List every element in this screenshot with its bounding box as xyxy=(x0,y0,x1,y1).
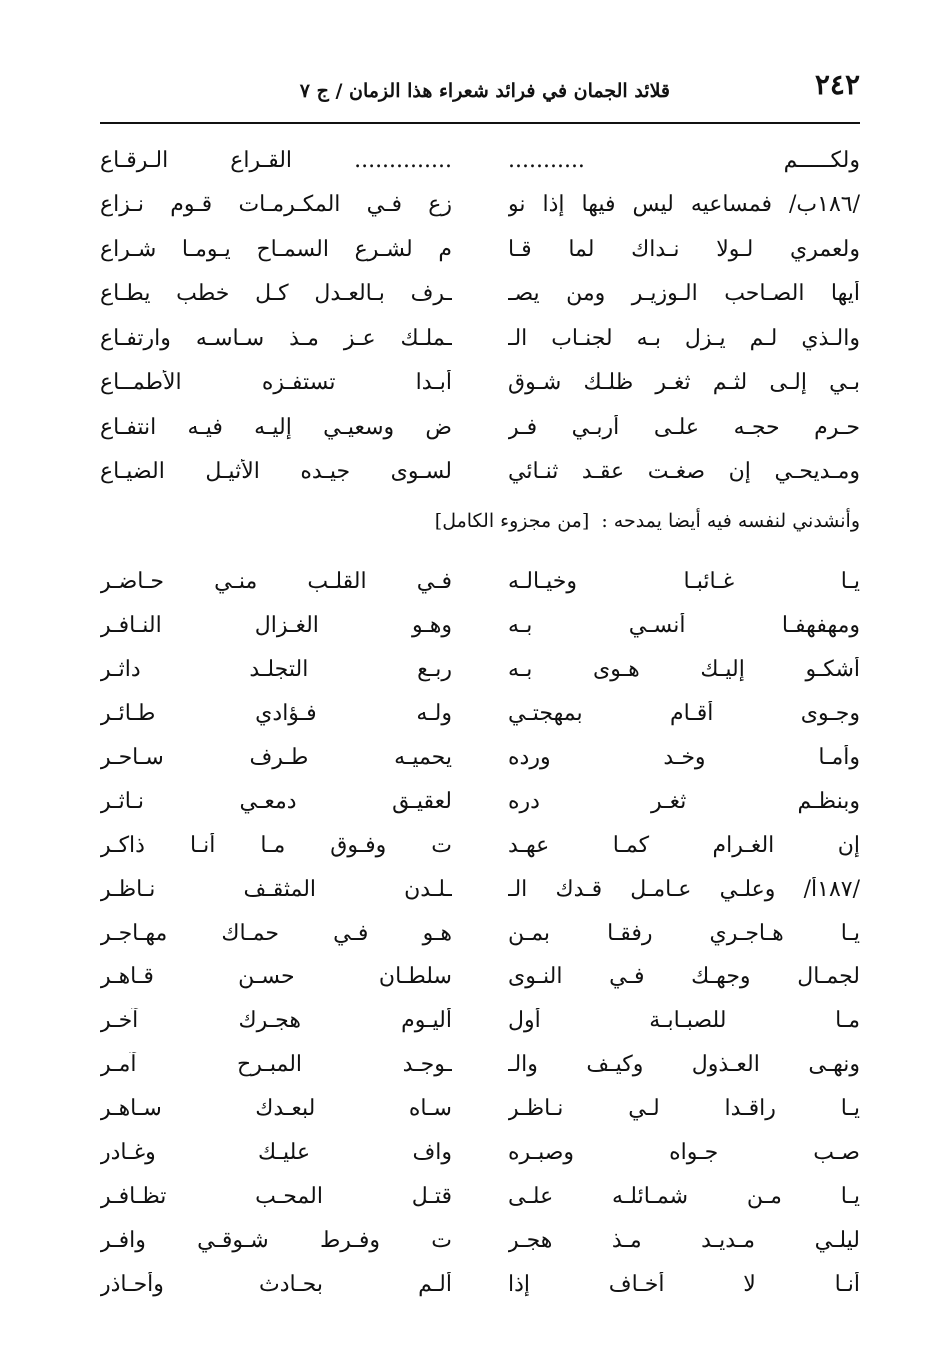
verse xyxy=(100,955,860,999)
second-hemistich: ت وفـوق مـا أنـا ذاكـر xyxy=(100,832,452,858)
first-hemistich: ولعمري لـولا نـداك لما قـا xyxy=(508,236,860,262)
second-hemistich: ـوجـد المبـرح آمـر xyxy=(100,1052,452,1078)
first-hemistich: والـذي لـم يـزل بـه لجنـاب الـ xyxy=(508,325,860,351)
page-number: ٢٤٢ xyxy=(814,68,860,101)
second-hemistich: ـلـدن المثقـف نـاظـر xyxy=(100,876,452,902)
second-hemistich: أليـوم هجـرك آخـر xyxy=(100,1008,452,1034)
first-hemistich: حـرم حجـه علـى أربـي فـر xyxy=(508,414,860,440)
first-hemistich: /١٨٦ب/ فمساعيه ليس فيها إذا نو xyxy=(508,192,860,218)
second-hemistich: .............. القـراع الـرقـاع xyxy=(100,147,452,173)
second-hemistich: فـي القلـب منـي حـاضـر xyxy=(100,569,452,595)
first-hemistich: صـب جـواه وصبـره xyxy=(508,1140,860,1166)
second-hemistich: قتـل المحـب تظـافـر xyxy=(100,1183,452,1209)
second-hemistich: سلطـان حسـن قـاهـر xyxy=(100,964,452,990)
verse xyxy=(100,361,860,406)
first-hemistich: أشكـو إليـك هـوى بـه xyxy=(508,657,860,683)
second-hemistich: لسـوى جيـده الأثيـل الضيـاع xyxy=(100,459,452,485)
first-hemistich: وجـوى أقـام بمهجتـي xyxy=(508,701,860,727)
verse xyxy=(100,648,860,692)
first-hemistich: ولكـــــم ........... xyxy=(508,147,860,173)
first-hemistich: بـي إلـى لثـم ثغـر ظلـك شـوق xyxy=(508,370,860,396)
second-hemistich: ربـع التجلـد داثـر xyxy=(100,657,452,683)
verse xyxy=(100,183,860,228)
first-hemistich: يـا هـاجـري رفقـا بمـن xyxy=(508,920,860,946)
verse xyxy=(100,1043,860,1087)
meter-label: [من مجزوء الكامل] xyxy=(434,510,590,532)
verse xyxy=(100,823,860,867)
intro-text: وأنشدني لنفسه فيه أيضا يمدحه : xyxy=(601,510,860,532)
poem-first xyxy=(100,138,860,494)
first-hemistich: مـا للصبـابـة أول xyxy=(508,1008,860,1034)
first-hemistich: إن الغـرام كمـا عهـد xyxy=(508,832,860,858)
verse xyxy=(100,560,860,604)
second-hemistich: ض وسعيـي إليـه فيـه انتفـاع xyxy=(100,414,452,440)
second-hemistich: م لشـرع السمـاح يـومـا شـراع xyxy=(100,236,452,262)
second-hemistich: لعقيـق دمعـي نـاثـر xyxy=(100,788,452,814)
verse xyxy=(100,604,860,648)
first-hemistich: /١٨٧أ/ وعلـي عـامـل قـدك الـ xyxy=(508,876,860,902)
first-hemistich: ليلـي مـديـد مـذ هجـر xyxy=(508,1227,860,1253)
running-title: قلائد الجمان في فرائد شعراء هذا الزمان / ج ٧ xyxy=(299,80,670,102)
intro-line xyxy=(100,510,860,532)
verse xyxy=(100,272,860,317)
verse xyxy=(100,867,860,911)
first-hemistich: وأمـا وخـد ورده xyxy=(508,745,860,770)
verse xyxy=(100,316,860,361)
verse xyxy=(100,1174,860,1218)
page-header xyxy=(100,68,860,112)
second-hemistich: ـملـك عـز مـذ سـاسـه وارتفـاع xyxy=(100,325,452,351)
first-hemistich: ونهـى العـذول وكيـف والـ xyxy=(508,1052,860,1078)
second-hemistich: سـاه لبعـدك سـاهـر xyxy=(100,1096,452,1122)
first-hemistich: يـا مـن شمـائلـه علـى xyxy=(508,1183,860,1209)
second-hemistich: أبـدا تستفـزه الأطمــاع xyxy=(100,370,452,396)
verse xyxy=(100,1131,860,1175)
verse xyxy=(100,1262,860,1306)
second-hemistich: واف عليـك وغـادر xyxy=(100,1140,452,1166)
verse xyxy=(100,227,860,272)
second-hemistich: ألـم بحـادث وأحـاذر xyxy=(100,1271,452,1297)
first-hemistich: أنـا لا أخـاف إذا xyxy=(508,1271,860,1297)
verse xyxy=(100,1087,860,1131)
first-hemistich: ومـديحـي إن صغـت عقـد ثنـائي xyxy=(508,459,860,485)
first-hemistich: وبنظـم ثغـر دره xyxy=(508,788,860,814)
verse xyxy=(100,1218,860,1262)
verse xyxy=(100,736,860,780)
first-hemistich: يـا غـائبـا وخيـالـه xyxy=(508,569,860,595)
verse xyxy=(100,692,860,736)
verse xyxy=(100,779,860,823)
verse xyxy=(100,911,860,955)
verse xyxy=(100,405,860,450)
second-hemistich: وهـو الغـزال النـافـر xyxy=(100,613,452,639)
verse xyxy=(100,138,860,183)
verse xyxy=(100,450,860,495)
first-hemistich: يـا راقـدا لـي نـاظـر xyxy=(508,1096,860,1122)
second-hemistich: زع فـي المكـرمـات قـوم نـزاع xyxy=(100,192,452,218)
first-hemistich: لجمـال وجهـك فـي النـوى xyxy=(508,964,860,990)
poem-second xyxy=(100,560,860,1306)
verse xyxy=(100,999,860,1043)
second-hemistich: ت وفـرط شـوقـي وافـر xyxy=(100,1227,452,1253)
second-hemistich: يحميـه طـرف سـاحـر xyxy=(100,745,452,770)
first-hemistich: ومهفهفـا أنسـي بـه xyxy=(508,613,860,639)
second-hemistich: ـرف بـالعـدل كـل خطب يطـاع xyxy=(100,281,452,307)
second-hemistich: ولـه فـؤادي طـائـر xyxy=(100,701,452,727)
first-hemistich: أيها الصـاحب الـوزيـر ومن يصـ xyxy=(508,281,860,307)
second-hemistich: هـو فـي حمـاك مهـاجـر xyxy=(100,920,452,946)
header-rule xyxy=(100,122,860,124)
